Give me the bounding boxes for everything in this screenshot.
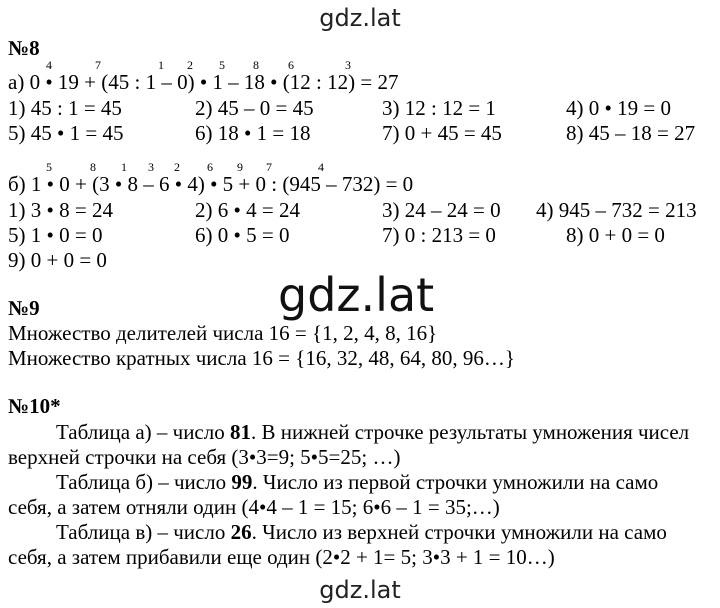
task10-table-a-cont: верхней строчки на себя (3•3=9; 5•5=25; …) bbox=[8, 445, 401, 469]
order-number: 3 bbox=[345, 58, 351, 72]
order-number: 3 bbox=[148, 160, 154, 174]
task8-a-expression: а) 0 • 19 + (45 : 1 – 0) • 1 – 18 • (12 : 12) = 27 bbox=[8, 70, 399, 94]
order-number: 7 bbox=[266, 160, 272, 174]
answer-number: 26 bbox=[230, 520, 252, 544]
order-number: 9 bbox=[237, 160, 243, 174]
order-number: 4 bbox=[46, 58, 52, 72]
task8-b-expression: б) 1 • 0 + (3 • 8 – 6 • 4) • 5 + 0 : (945 – 732) = 0 bbox=[8, 172, 414, 196]
answer-number: 99 bbox=[231, 470, 253, 494]
answer-number: 81 bbox=[229, 420, 251, 444]
order-number: 4 bbox=[318, 160, 324, 174]
step: 7) 0 : 213 = 0 bbox=[382, 223, 496, 247]
step: 6) 0 • 5 = 0 bbox=[195, 223, 290, 247]
watermark-top: gdz.lat bbox=[319, 4, 401, 32]
task8-heading: №8 bbox=[8, 36, 40, 60]
step: 4) 945 – 732 = 213 bbox=[536, 198, 697, 222]
task10-table-a: Таблица а) – число 81. В нижней строчке результаты умножения чисел bbox=[56, 420, 690, 444]
order-number: 1 bbox=[158, 58, 164, 72]
step: 8) 45 – 18 = 27 bbox=[566, 121, 696, 145]
step: 9) 0 + 0 = 0 bbox=[8, 248, 107, 272]
order-number: 8 bbox=[90, 160, 96, 174]
task9-heading: №9 bbox=[8, 296, 40, 320]
step: 5) 1 • 0 = 0 bbox=[8, 223, 103, 247]
order-number: 2 bbox=[174, 160, 180, 174]
task10-table-b: Таблица б) – число 99. Число из первой строчки умножили на само bbox=[56, 470, 659, 494]
order-number: 5 bbox=[219, 58, 225, 72]
step: 7) 0 + 45 = 45 bbox=[382, 121, 502, 145]
step: 2) 6 • 4 = 24 bbox=[195, 198, 300, 222]
step: 1) 45 : 1 = 45 bbox=[8, 96, 122, 120]
order-number: 1 bbox=[121, 160, 127, 174]
step: 4) 0 • 19 = 0 bbox=[566, 96, 671, 120]
step: 5) 45 • 1 = 45 bbox=[8, 121, 124, 145]
watermark-center: gdz.lat bbox=[278, 268, 435, 322]
order-number: 2 bbox=[187, 58, 193, 72]
task9-divisors-line: Множество делителей числа 16 = {1, 2, 4, 8, 16} bbox=[8, 321, 438, 345]
step: 8) 0 + 0 = 0 bbox=[566, 223, 665, 247]
order-number: 6 bbox=[288, 58, 294, 72]
step: 6) 18 • 1 = 18 bbox=[195, 121, 311, 145]
step: 3) 12 : 12 = 1 bbox=[382, 96, 496, 120]
task10-heading: №10* bbox=[8, 394, 61, 418]
order-number: 5 bbox=[46, 160, 52, 174]
order-number: 8 bbox=[253, 58, 259, 72]
task10-table-b-cont: себя, а затем отняли один (4•4 – 1 = 15; 6•6 – 1 = 35;…) bbox=[8, 495, 500, 519]
step: 1) 3 • 8 = 24 bbox=[8, 198, 113, 222]
task10-table-c-cont: себя, а затем прибавили еще один (2•2 + 1= 5; 3•3 + 1 = 10…) bbox=[8, 545, 555, 569]
step: 2) 45 – 0 = 45 bbox=[195, 96, 314, 120]
task9-multiples-line: Множество кратных числа 16 = {16, 32, 48, 64, 80, 96…} bbox=[8, 346, 515, 370]
order-number: 6 bbox=[207, 160, 213, 174]
watermark-bottom: gdz.lat bbox=[319, 576, 401, 604]
task10-table-c: Таблица в) – число 26. Число из верхней строчки умножили на само bbox=[56, 520, 667, 544]
step: 3) 24 – 24 = 0 bbox=[382, 198, 501, 222]
order-number: 7 bbox=[95, 58, 101, 72]
